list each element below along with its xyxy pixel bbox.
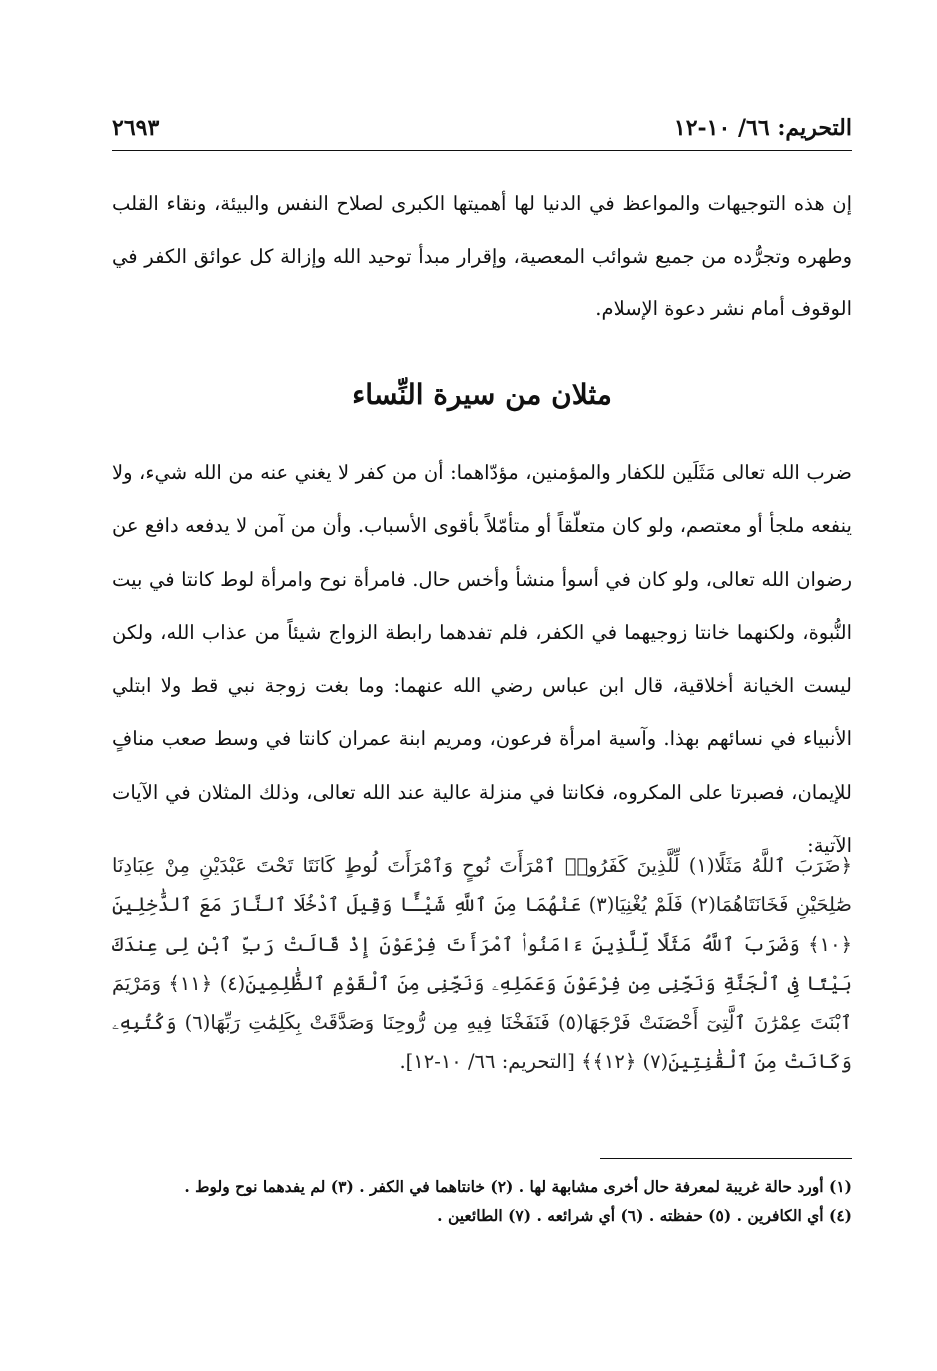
chapter-reference: التحريم: ٦٦/ ١٠-١٢: [673, 115, 852, 141]
footnotes: [112, 1172, 852, 1230]
page-header: [112, 115, 852, 141]
page-number: ٢٦٩٣: [112, 115, 160, 141]
intro-paragraph: إن هذه التوجيهات والمواعظ في الدنيا لها أهميتها الكبرى لصلاح النفس والبيئة، ونقاء القلب وطهره وتجرُّده من جميع شوائب المعصية، وإقرار مبدأ توحيد الله وإزالة كل عوائق الكفر في الوقوف أمام نشر دعوة الإسلام.: [112, 192, 852, 320]
section-title: مثلان من سيرة النِّساء: [352, 378, 612, 411]
footnote-line: (١) أورد حالة غريبة لمعرفة حال أخرى مشابهة لها . (٢) خانتاهما في الكفر . (٣) لم يفدهما نوح ولوط .: [184, 1177, 852, 1196]
section-body: ضرب الله تعالى مَثَلَين للكفار والمؤمنين، مؤدّاهما: أن من كفر لا يغني عنه من الله شيء، ولا ينفعه ملجأ أو معتصم، ولو كان متعلّقاً أو متأمّلاً بأقوى الأسباب. وأن من آمن لا يدفعه دافع عن رضوان الله تعالى، ولو كان في أسوأ منشأ وأخس حال. فامرأة نوح وامرأة لوط كانتا في بيت النُّبوة، ولكنهما خانتا زوجيهما في الكفر، فلم تفدهما رابطة الزواج شيئاً من عذاب الله، ولكن ليست الخيانة أخلاقية، قال ابن عباس رضي الله عنهما: وما بغت زوجة نبي قط ولا ابتلي الأنبياء في نسائهم بهذا. وآسية امرأة فرعون، ومريم ابنة عمران كانتا في وسط صعب منافٍ للإيمان، فصبرتا على المكروه، فكانتا في منزلة عالية عند الله تعالى، وذلك المثلان في الآيات الآتية:: [112, 461, 852, 858]
quran-verse: ﴿ضَرَبَ ٱللَّهُ مَثَلًا(١) لِّلَّذِينَ كَفَرُوا۟ ٱمْرَأَتَ نُوحٍ وَٱمْرَأَتَ لُوطٍ كَانَتَا تَحْتَ عَبْدَيْنِ مِنْ عِبَادِنَا صَٰلِحَيْنِ فَخَانَتَاهُمَا(٢) فَلَمْ يُغْنِيَا(٣) عَنْهُمَا مِنَ ٱللَّهِ شَيْـًٔا وَقِيلَ ٱدْخُلَا ٱلنَّارَ مَعَ ٱلدَّٰخِلِينَ ﴿١٠﴾ وَضَرَبَ ٱللَّهُ مَثَلًا لِّلَّذِينَ ءَامَنُوا۟ ٱمْرَأَتَ فِرْعَوْنَ إِذْ قَالَتْ رَبِّ ٱبْنِ لِى عِندَكَ بَيْتًا فِى ٱلْجَنَّةِ وَنَجِّنِى مِن فِرْعَوْنَ وَعَمَلِهِۦ وَنَجِّنِى مِنَ ٱلْقَوْمِ ٱلظَّٰلِمِينَ(٤) ﴿١١﴾ وَمَرْيَمَ ٱبْنَتَ عِمْرَٰنَ ٱلَّتِىٓ أَحْصَنَتْ فَرْجَهَا(٥) فَنَفَخْنَا فِيهِ مِن رُّوحِنَا وَصَدَّقَتْ بِكَلِمَٰتِ رَبِّهَا(٦) وَكُتُبِهِۦ وَكَانَتْ مِنَ ٱلْقَٰنِتِينَ(٧) ﴿١٢﴾﴾ [التحريم: ٦٦/ ١٠-١٢].: [112, 854, 852, 1074]
footnote-line: (٤) أي الكافرين . (٥) حفظته . (٦) أي شرائعه . (٧) الطائعين .: [437, 1206, 852, 1225]
footnote-divider: [600, 1158, 852, 1159]
header-divider: [112, 150, 852, 151]
